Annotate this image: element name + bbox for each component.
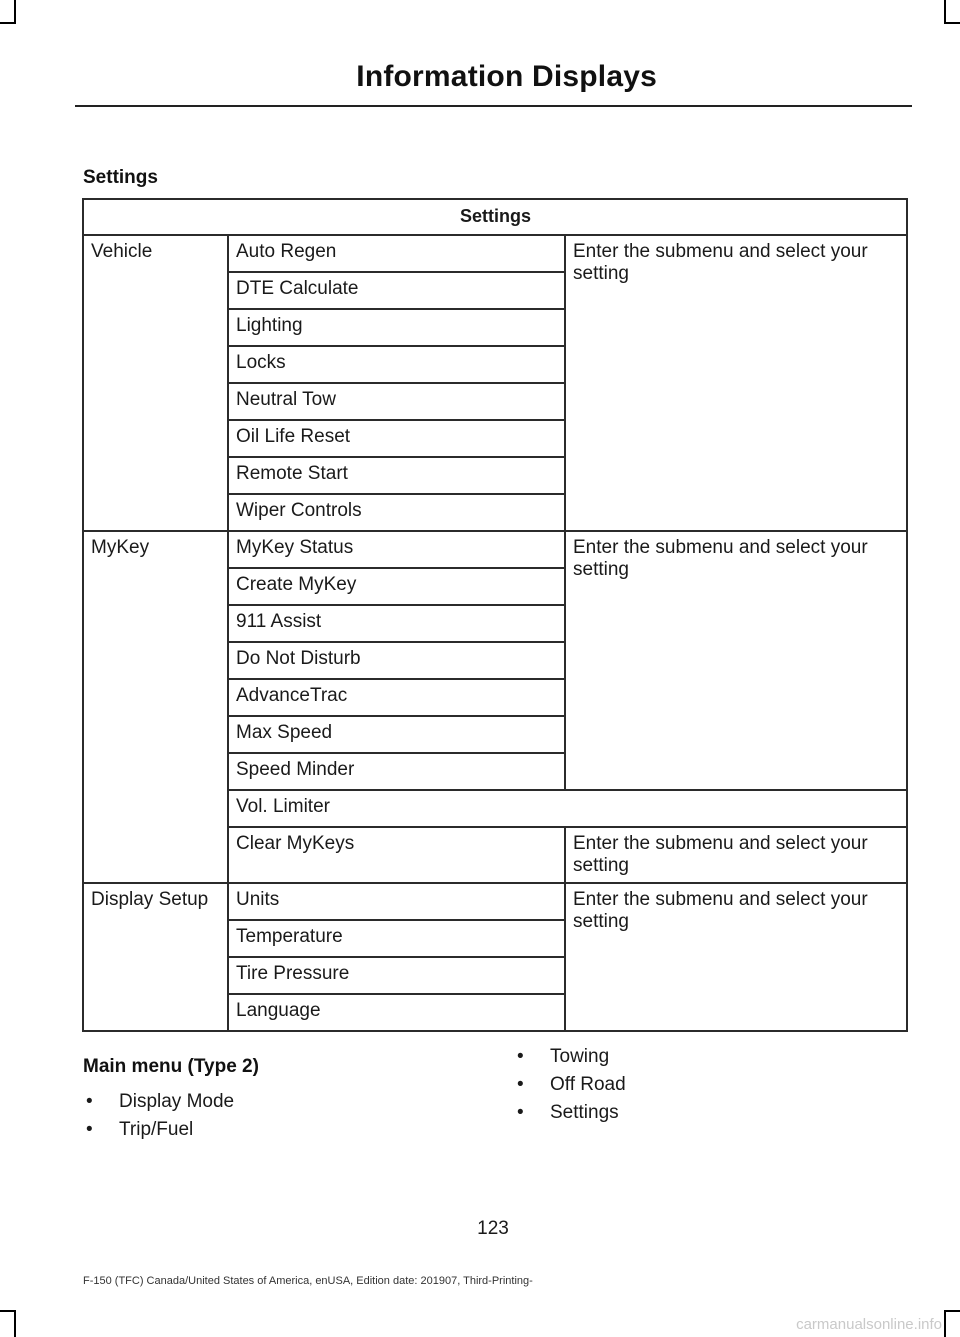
menu-item: Create MyKey	[228, 568, 565, 605]
menu-item: Remote Start	[228, 457, 565, 494]
list-item-text: Trip/Fuel	[119, 1119, 194, 1140]
main-menu-heading: Main menu (Type 2)	[83, 1056, 259, 1077]
table-row	[83, 531, 907, 568]
menu-item: Temperature	[228, 920, 565, 957]
group-label-mykey: MyKey	[83, 531, 228, 883]
list-item-text: Settings	[550, 1102, 619, 1123]
menu-item: Neutral Tow	[228, 383, 565, 420]
crop-mark-top-left	[14, 0, 16, 24]
crop-mark-bottom-left-h	[0, 1310, 16, 1312]
menu-item: Max Speed	[228, 716, 565, 753]
table-row	[83, 883, 907, 920]
menu-item: DTE Calculate	[228, 272, 565, 309]
bullet-icon: •	[517, 1102, 524, 1123]
bullet-icon: •	[517, 1074, 524, 1095]
action-cell: Enter the submenu and select your setting	[565, 531, 907, 790]
section-heading: Settings	[83, 167, 158, 188]
list-item-text: Off Road	[550, 1074, 626, 1095]
list-item-text: Display Mode	[119, 1091, 235, 1112]
menu-item: 911 Assist	[228, 605, 565, 642]
group-label-vehicle: Vehicle	[83, 235, 228, 531]
bullet-icon: •	[517, 1046, 524, 1067]
footer-edition-info: F-150 (TFC) Canada/United States of America, enUSA, Edition date: 201907, Third-Printing-	[83, 1275, 533, 1287]
table-row	[83, 235, 907, 272]
crop-mark-bottom-left	[14, 1310, 16, 1337]
menu-item: Do Not Disturb	[228, 642, 565, 679]
page-title: Information Displays	[356, 60, 657, 93]
settings-table	[82, 198, 908, 1032]
bullet-icon: •	[86, 1091, 93, 1112]
menu-item-vol-limiter: Vol. Limiter	[228, 790, 907, 827]
menu-item: Locks	[228, 346, 565, 383]
table-caption: Settings	[83, 199, 907, 235]
menu-item: MyKey Status	[228, 531, 565, 568]
menu-item: Oil Life Reset	[228, 420, 565, 457]
menu-item: Auto Regen	[228, 235, 565, 272]
table-header-row	[83, 199, 907, 235]
menu-item: Lighting	[228, 309, 565, 346]
group-label-display-setup: Display Setup	[83, 883, 228, 1031]
watermark: carmanualsonline.info	[796, 1316, 942, 1333]
action-cell: Enter the submenu and select your setting	[565, 235, 907, 531]
menu-item: Tire Pressure	[228, 957, 565, 994]
action-cell: Enter the submenu and select your setting	[565, 883, 907, 1031]
menu-item-clear-mykeys: Clear MyKeys	[228, 827, 565, 883]
crop-mark-top-right-h	[944, 22, 960, 24]
header-divider	[75, 105, 912, 107]
menu-item: AdvanceTrac	[228, 679, 565, 716]
menu-item: Language	[228, 994, 565, 1031]
page-number: 123	[477, 1218, 509, 1239]
bullet-icon: •	[86, 1119, 93, 1140]
crop-mark-bottom-right-h	[944, 1310, 960, 1312]
menu-item: Speed Minder	[228, 753, 565, 790]
crop-mark-bottom-right	[944, 1310, 946, 1337]
action-cell: Enter the submenu and select your setting	[565, 827, 907, 883]
menu-item: Units	[228, 883, 565, 920]
crop-mark-top-right	[944, 0, 946, 24]
crop-mark-top-left-h	[0, 22, 16, 24]
list-item-text: Towing	[550, 1046, 610, 1067]
menu-item: Wiper Controls	[228, 494, 565, 531]
